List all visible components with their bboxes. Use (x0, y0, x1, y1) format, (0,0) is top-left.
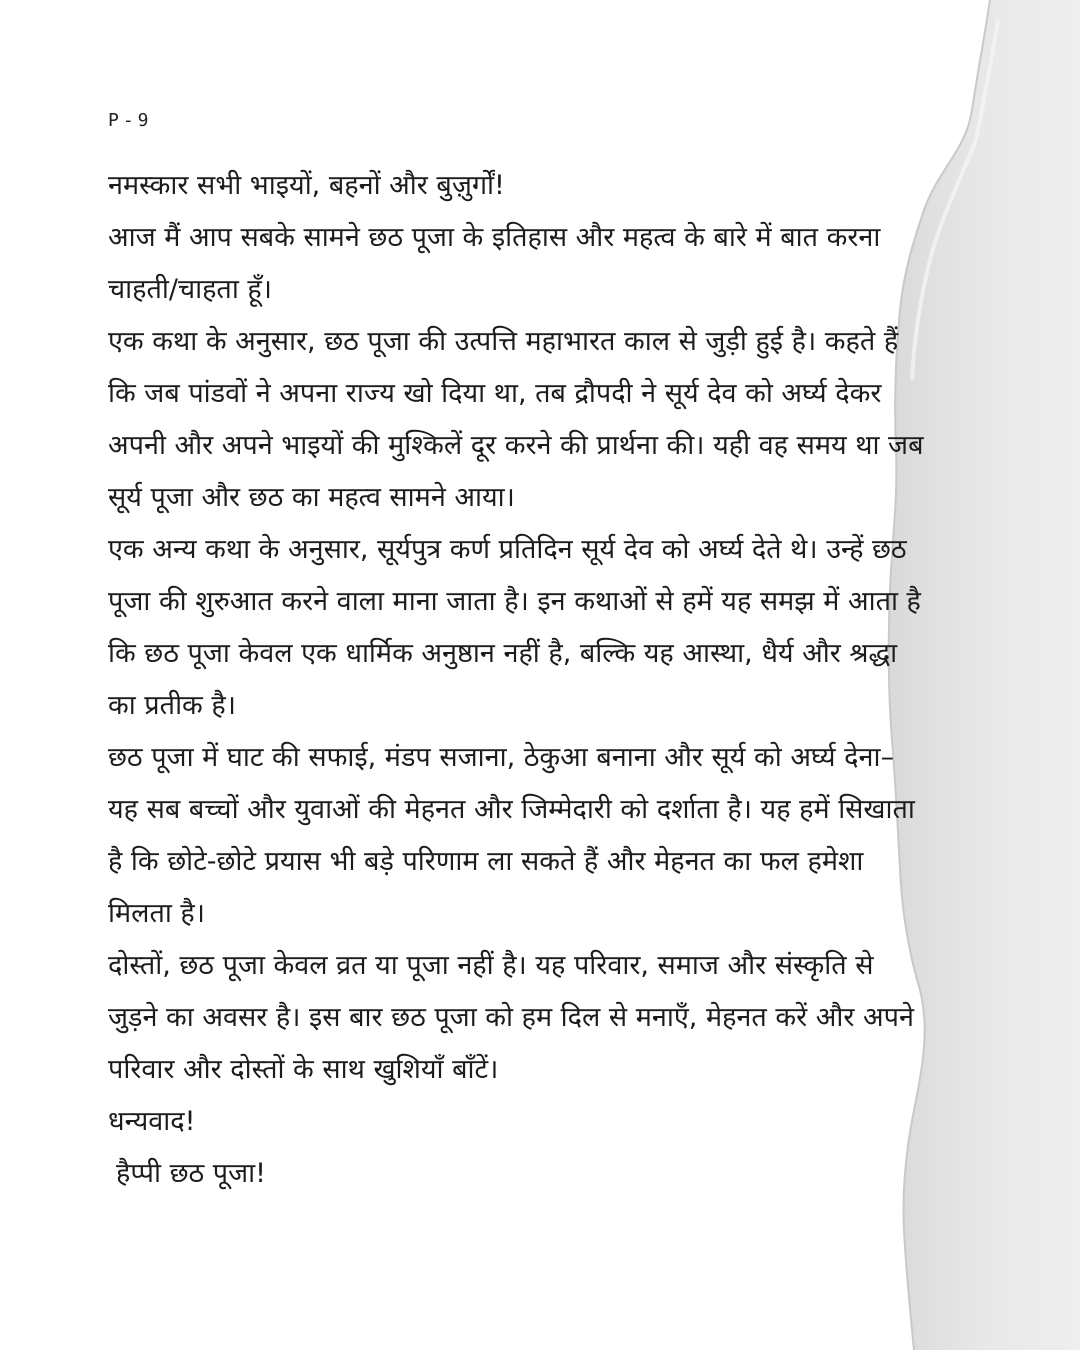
message-paragraph: दोस्तों, छठ पूजा केवल व्रत या पूजा नहीं है। यह परिवार, समाज और संस्कृति से जुड़ने का अवसर है। इस बार छठ पूजा को हम दिल से मनाएँ, मेहनत करें और अपने परिवार और दोस्तों के साथ खुशियाँ बाँटें। (108, 950, 914, 1085)
thanks-line: धन्यवाद! (108, 1106, 196, 1137)
intro-paragraph: आज मैं आप सबके सामने छठ पूजा के इतिहास और महत्व के बारे में बात करना चाहती/चाहता हूँ। (108, 222, 881, 305)
speech-text (108, 160, 926, 1200)
greeting-line: नमस्कार सभी भाइयों, बहनों और बुज़ुर्गों! (108, 170, 505, 201)
closing-line: हैप्पी छठ पूजा! (116, 1158, 266, 1189)
page-number: P-9 (108, 110, 153, 131)
story-two-paragraph: एक अन्य कथा के अनुसार, सूर्यपुत्र कर्ण प्रतिदिन सूर्य देव को अर्घ्य देते थे। उन्हें छठ पूजा की शुरुआत करने वाला माना जाता है। इन कथाओं से हमें यह समझ में आता है कि छठ पूजा केवल एक धार्मिक अनुष्ठान नहीं है, बल्कि यह आस्था, धैर्य और श्रद्धा का प्रतीक है। (108, 534, 921, 721)
lesson-paragraph: छठ पूजा में घाट की सफाई, मंडप सजाना, ठेकुआ बनाना और सूर्य को अर्घ्य देना– यह सब बच्चों और युवाओं की मेहनत और जिम्मेदारी को दर्शाता है। यह हमें सिखाता है कि छोटे-छोटे प्रयास भी बड़े परिणाम ला सकते हैं और मेहनत का फल हमेशा मिलता है। (108, 742, 915, 929)
story-one-paragraph: एक कथा के अनुसार, छठ पूजा की उत्पत्ति महाभारत काल से जुड़ी हुई है। कहते हैं कि जब पांडवों ने अपना राज्य खो दिया था, तब द्रौपदी ने सूर्य देव को अर्घ्य देकर अपनी और अपने भाइयों की मुश्किलें दूर करने की प्रार्थना की। यही वह समय था जब सूर्य पूजा और छठ का महत्व सामने आया। (108, 326, 924, 513)
